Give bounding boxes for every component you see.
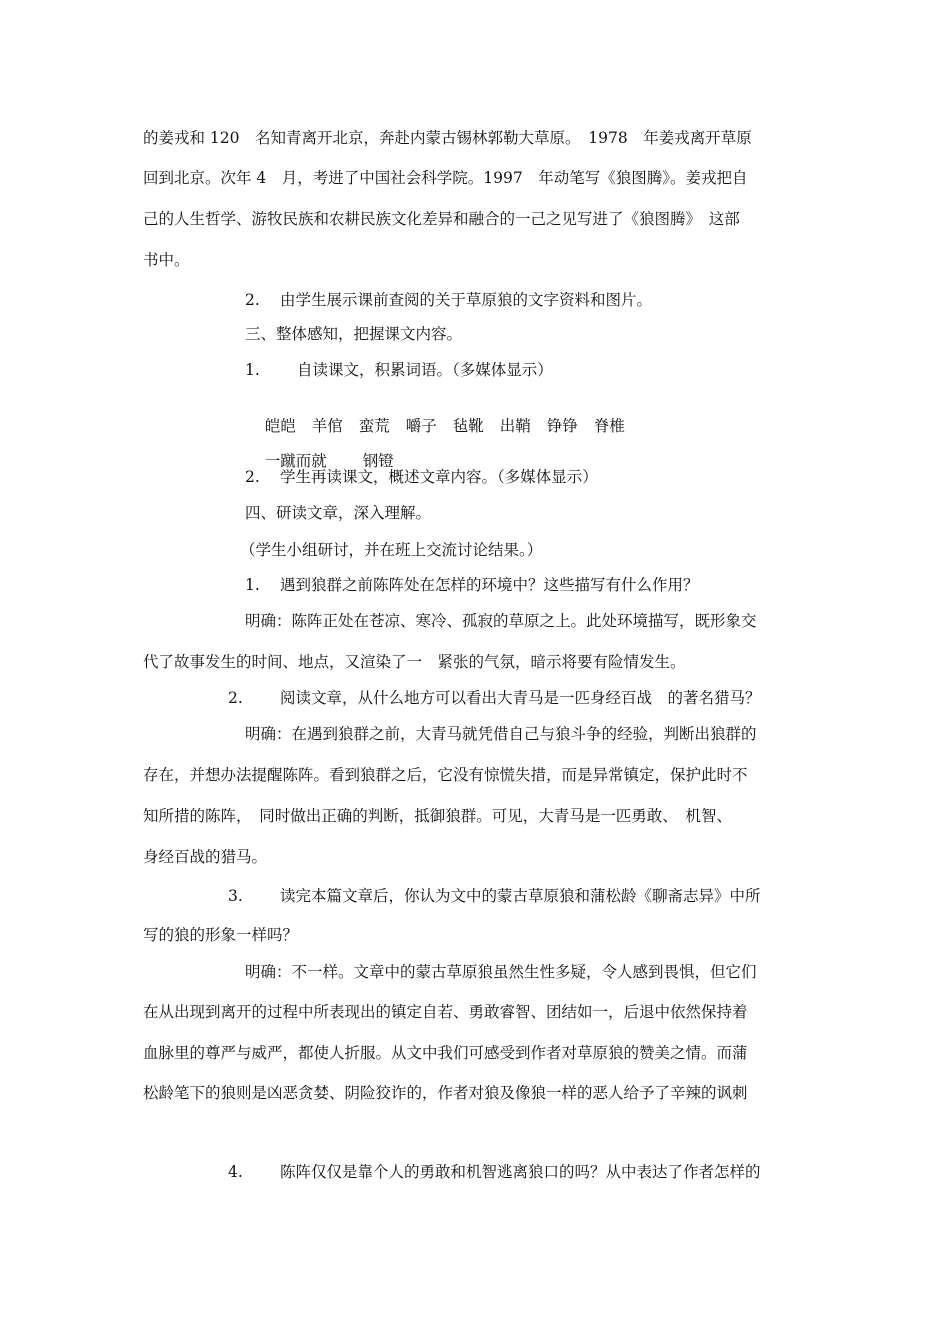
paragraph-line: 己的人生哲学、游牧民族和农耕民族文化差异和融合的一己之见写进了《狼图腾》 这部 — [143, 210, 740, 228]
section-heading: 三、整体感知，把握课文内容。 — [245, 325, 463, 343]
list-number: 1. — [245, 361, 260, 379]
answer-line: 身经百战的猎马。 — [143, 848, 268, 866]
vocab-word: 羊倌 — [311, 417, 343, 435]
question-number: 2. — [228, 689, 243, 707]
answer-line: 血脉里的尊严与威严，都使人折服。从文中我们可感受到作者对草原狼的赞美之情。而蒲 — [143, 1044, 748, 1062]
question-text: 遇到狼群之前陈阵处在怎样的环境中？这些描写有什么作用？ — [280, 576, 699, 594]
list-item-text: 由学生展示课前查阅的关于草原狼的文字资料和图片。 — [280, 291, 653, 309]
question-text: 阅读文章，从什么地方可以看出大青马是一匹身经百战 的著名猎马？ — [280, 689, 761, 707]
vocab-word: 皑皑 — [264, 417, 296, 435]
vocab-word: 嚼子 — [405, 417, 437, 435]
question-text: 陈阵仅仅是靠个人的勇敢和机智逃离狼口的吗？从中表达了作者怎样的 — [280, 1163, 761, 1181]
question-text: 写的狼的形象一样吗？ — [143, 926, 299, 944]
vocab-word: 出鞘 — [499, 417, 531, 435]
vocab-word: 铮铮 — [546, 417, 578, 435]
answer-line: 在从出现到离开的过程中所表现出的镇定自若、勇敢睿智、团结如一，后退中依然保持着 — [143, 1003, 748, 1021]
answer-line: 代了故事发生的时间、地点，又渲染了一 紧张的气氛，暗示将要有险情发生。 — [143, 653, 686, 671]
answer-line: 明确：陈阵正处在苍凉、寒冷、孤寂的草原之上。此处环境描写，既形象交 — [245, 612, 757, 630]
paragraph-line: 书中。 — [143, 251, 190, 269]
answer-line: 明确：在遇到狼群之前，大青马就凭借自己与狼斗争的经验，判断出狼群的 — [245, 725, 757, 743]
answer-line: 存在，并想办法提醒陈阵。看到狼群之后，它没有惊慌失措，而是异常镇定，保护此时不 — [143, 766, 748, 784]
question-number: 4. — [228, 1163, 243, 1181]
answer-line: 知所措的陈阵， 同时做出正确的判断，抵御狼群。可见，大青马是一匹勇敢、 机智、 — [143, 807, 733, 825]
section-note: （学生小组研讨，并在班上交流讨论结果。） — [240, 541, 543, 559]
question-number: 1. — [245, 576, 260, 594]
list-item-text: 学生再读课文，概述文章内容。（多媒体显示） — [280, 468, 598, 486]
paragraph-line: 的姜戎和 120 名知青离开北京，奔赴内蒙古锡林郭勒大草原。 1978 年姜戎离开草原 — [143, 129, 752, 147]
list-number: 2. — [245, 468, 260, 486]
list-item-text: 自读课文，积累词语。（多媒体显示） — [297, 361, 553, 379]
answer-line: 明确：不一样。文章中的蒙古草原狼虽然生性多疑，令人感到畏惧，但它们 — [245, 963, 757, 981]
vocab-word: 钢镫 — [362, 452, 394, 470]
vocab-word: 一蹴而就 — [264, 452, 327, 470]
answer-line: 松龄笔下的狼则是凶恶贪婪、阴险狡诈的，作者对狼及像狼一样的恶人给予了辛辣的讽刺 — [143, 1084, 748, 1102]
section-heading: 四、研读文章，深入理解。 — [245, 504, 432, 522]
vocab-word: 毡靴 — [452, 417, 484, 435]
list-number: 2. — [245, 291, 260, 309]
vocab-word: 脊椎 — [593, 417, 625, 435]
vocab-word: 蛮荒 — [358, 417, 390, 435]
question-text: 读完本篇文章后，你认为文中的蒙古草原狼和蒲松龄《聊斋志异》中所 — [280, 887, 761, 905]
paragraph-line: 回到北京。次年 4 月，考进了中国社会科学院。1997 年动笔写《狼图腾》。姜戎把自 — [143, 169, 748, 187]
question-number: 3. — [228, 887, 243, 905]
